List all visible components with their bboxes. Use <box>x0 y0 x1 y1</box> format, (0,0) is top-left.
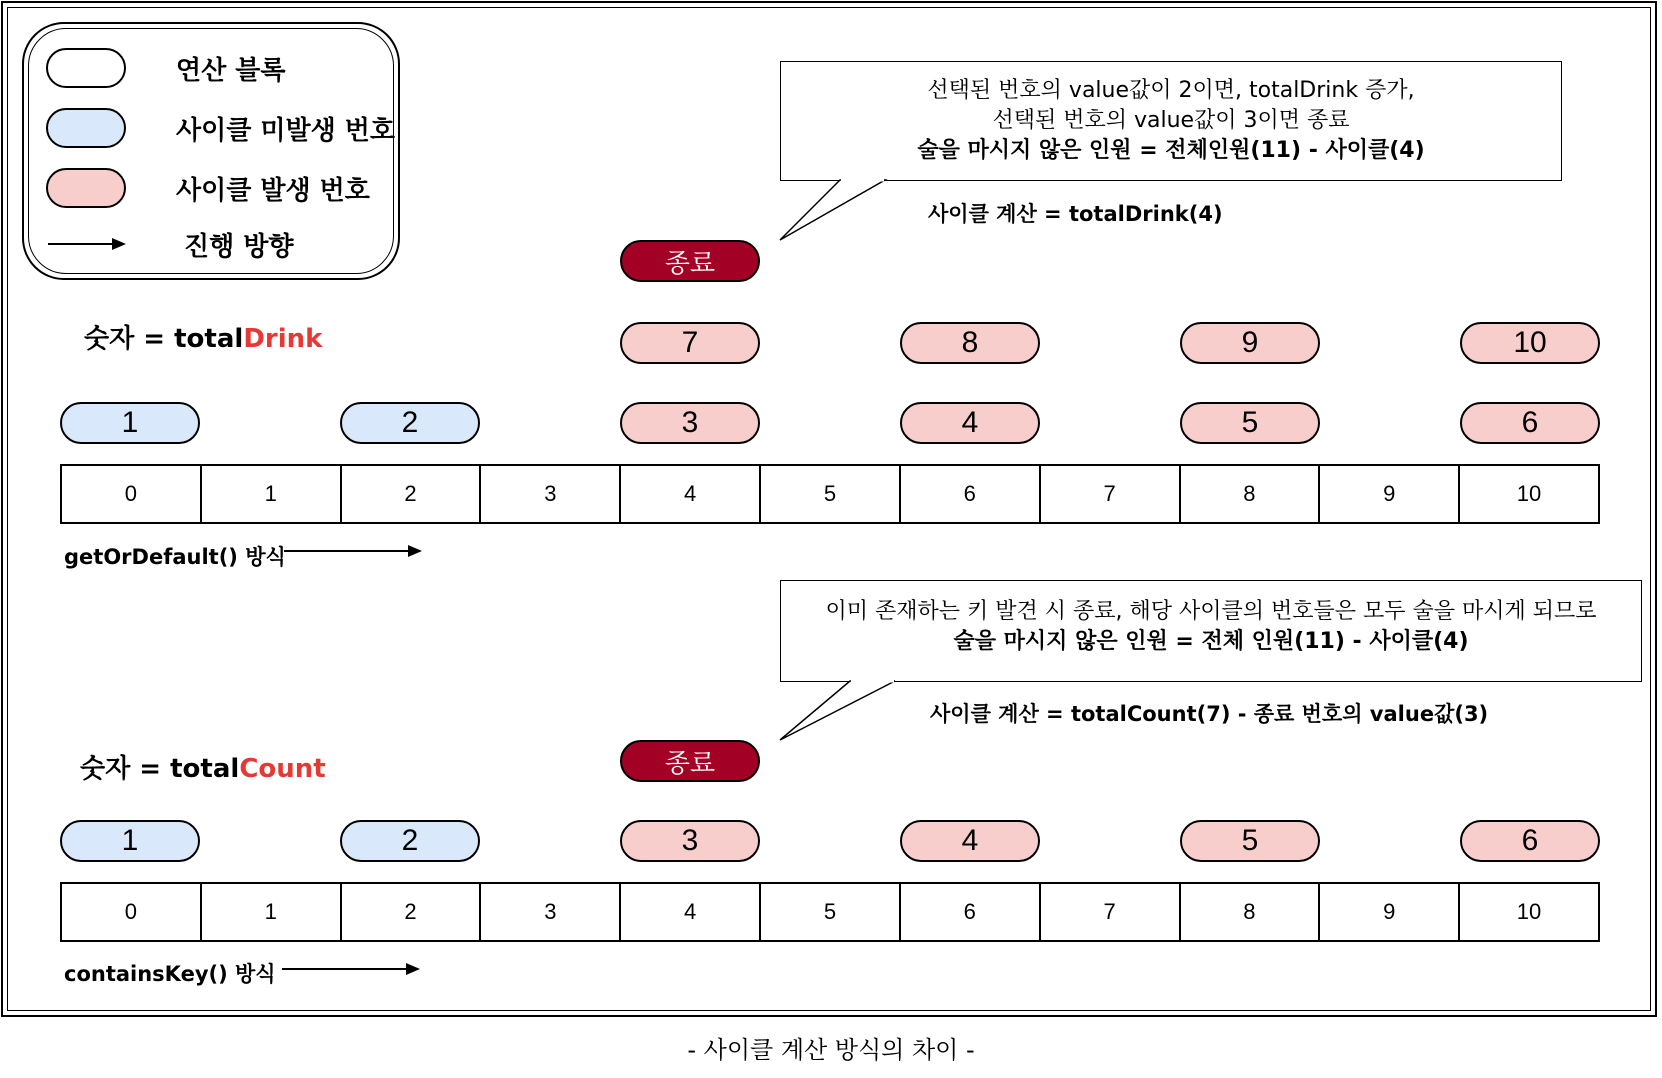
bottom-node: 1 <box>60 820 200 862</box>
index-cell: 1 <box>202 466 342 522</box>
number-accent: Drink <box>243 324 323 354</box>
index-cell: 10 <box>1516 481 1542 506</box>
bottom-method-label: containsKey() 방식 <box>64 962 276 986</box>
index-cell: 2 <box>342 884 482 940</box>
top-upper-node: 7 <box>620 322 760 364</box>
index-cell: 8 <box>1181 884 1321 940</box>
index-cell: 6 <box>901 884 1041 940</box>
index-cell: 6 <box>901 466 1041 522</box>
top-upper-node: 8 <box>900 322 1040 364</box>
callout-line: 선택된 번호의 value값이 3이면 종료 <box>992 108 1350 133</box>
legend-label: 사이클 발생 번호 <box>176 175 370 206</box>
callout-line: 선택된 번호의 value값이 2이면, totalDrink 증가, <box>927 78 1415 103</box>
callout-line-bold: 술을 마시지 않은 인원 = 전체 인원(11) - 사이클(4) <box>953 629 1469 654</box>
top-lower-node: 4 <box>900 402 1040 444</box>
top-direction-arrow-icon <box>284 545 422 557</box>
callout-line: 이미 존재하는 키 발견 시 종료, 해당 사이클의 번호들은 모두 술을 마시게 되므로 <box>825 599 1597 624</box>
number-accent: Count <box>239 754 326 784</box>
callout-line-bold: 술을 마시지 않은 인원 = 전체인원(11) - 사이클(4) <box>917 138 1425 163</box>
top-lower-node: 5 <box>1180 402 1320 444</box>
index-cell: 8 <box>1181 466 1321 522</box>
bottom-node: 5 <box>1180 820 1320 862</box>
index-cell: 0 <box>62 884 202 940</box>
index-cell: 0 <box>62 466 202 522</box>
bottom-callout-tail <box>780 681 895 740</box>
index-cell: 2 <box>342 466 482 522</box>
bottom-node: 3 <box>620 820 760 862</box>
top-upper-node: 9 <box>1180 322 1320 364</box>
top-lower-node: 6 <box>1460 402 1600 444</box>
index-cell: 7 <box>1041 466 1181 522</box>
number-prefix: 숫자 = total <box>80 754 240 784</box>
top-upper-node: 10 <box>1460 322 1600 364</box>
top-cycle-calc: 사이클 계산 = totalDrink(4) <box>928 202 1223 226</box>
number-prefix: 숫자 = total <box>84 324 244 354</box>
top-lower-node: 2 <box>340 402 480 444</box>
bottom-direction-arrow-icon <box>282 963 420 975</box>
index-cell: 3 <box>481 884 621 940</box>
index-cell: 5 <box>761 466 901 522</box>
bottom-end-node: 종료 <box>620 740 760 782</box>
index-cell: 9 <box>1320 884 1460 940</box>
index-cell: 5 <box>761 884 901 940</box>
top-method-label: getOrDefault() 방식 <box>64 545 286 569</box>
index-cell: 4 <box>621 466 761 522</box>
index-cell: 7 <box>1041 884 1181 940</box>
figure-caption: - 사이클 계산 방식의 차이 - <box>687 1036 975 1064</box>
index-cell: 10 <box>1516 899 1542 924</box>
index-cell: 4 <box>621 884 761 940</box>
top-callout-tail <box>780 180 885 240</box>
index-cell: 1 <box>202 884 342 940</box>
bottom-cycle-calc: 사이클 계산 = totalCount(7) - 종료 번호의 value값(3) <box>930 702 1489 726</box>
index-cell: 9 <box>1320 466 1460 522</box>
bottom-node: 2 <box>340 820 480 862</box>
bottom-node: 4 <box>900 820 1040 862</box>
bottom-node: 6 <box>1460 820 1600 862</box>
top-end-node: 종료 <box>620 240 760 282</box>
index-cell: 3 <box>481 466 621 522</box>
legend-label: 연산 블록 <box>176 55 286 86</box>
legend-label: 진행 방향 <box>184 231 294 262</box>
top-lower-node: 3 <box>620 402 760 444</box>
top-lower-node: 1 <box>60 402 200 444</box>
legend-label: 사이클 미발생 번호 <box>176 115 396 146</box>
